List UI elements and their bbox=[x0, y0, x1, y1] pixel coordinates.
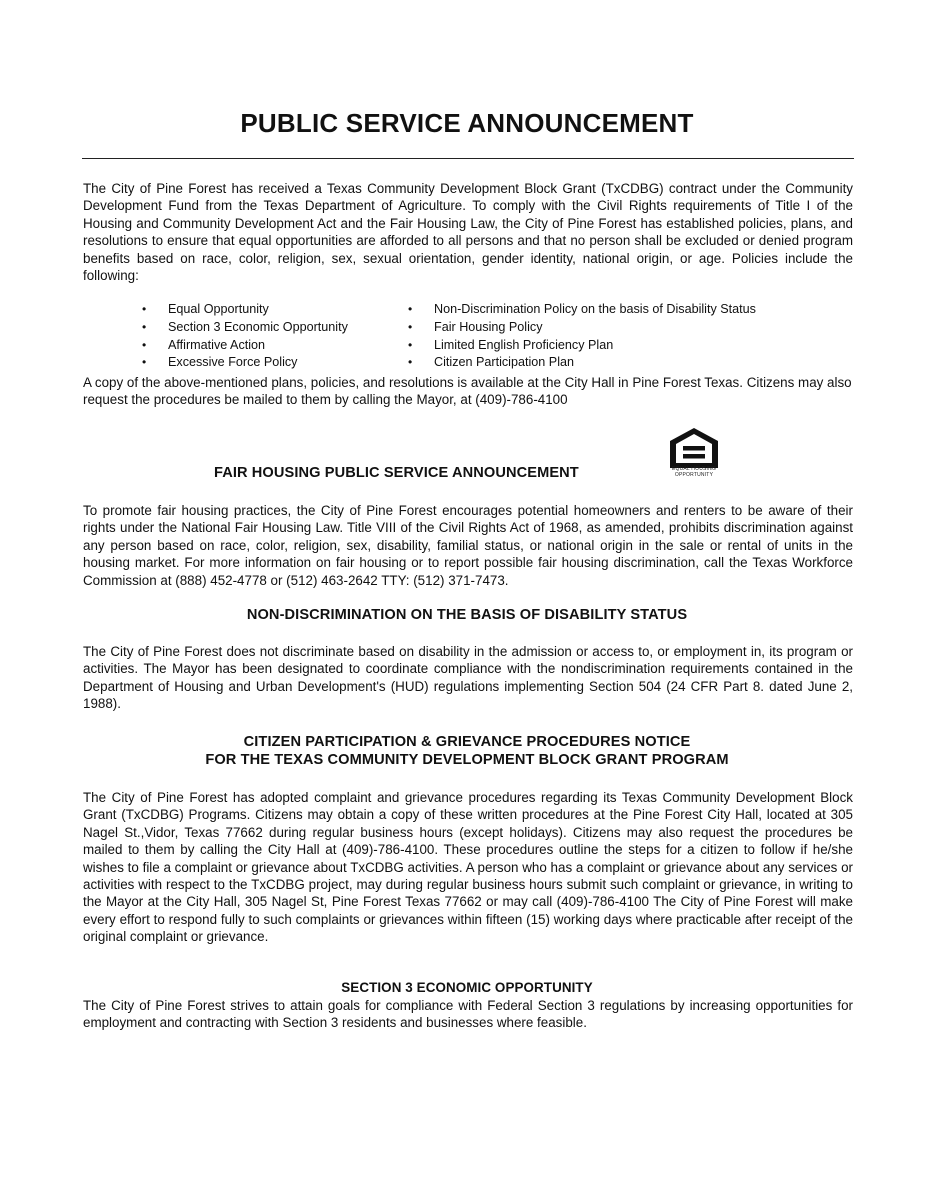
title-divider bbox=[82, 158, 854, 159]
section3-heading: SECTION 3 ECONOMIC OPPORTUNITY bbox=[341, 980, 593, 995]
non-discrimination-paragraph: The City of Pine Forest does not discriminate based on disability in the admission or access to, or employment in, its program or activities. The Mayor has been designated to coordinate compliance with the nondiscrimination requirements contained in the Department of Housing and Urban Development's (HUD) regulations implementing Section 504 (24 CFR Part 8. dated June 2, 1988). bbox=[83, 644, 853, 712]
policy-list-right bbox=[406, 301, 846, 372]
list-item: • Section 3 Economic Opportunity bbox=[140, 319, 400, 337]
list-item: • Excessive Force Policy bbox=[140, 354, 400, 372]
citizen-participation-heading: CITIZEN PARTICIPATION & GRIEVANCE PROCEDURES NOTICE bbox=[243, 734, 691, 750]
policy-list-left bbox=[140, 301, 400, 372]
fair-housing-paragraph: To promote fair housing practices, the City of Pine Forest encourages potential homeowners and renters to be aware of their rights under the National Fair Housing Law. Title VIII of the Civil Rights Act of 1968, as amended, prohibits discrimination against any person based on race, color, religion, sex, disability, familial status, or national origin in the sale or rental of units in the housing market. For more information on fair housing or to report possible fair housing discrimination, call the Texas Workforce Commission at (888) 452-4778 or (512) 463-2642 TTY: (512) 371-7473. bbox=[83, 503, 853, 588]
non-discrimination-heading: NON-DISCRIMINATION ON THE BASIS OF DISABILITY STATUS bbox=[246, 607, 688, 623]
logo-caption: EQUAL HOUSING OPPORTUNITY bbox=[671, 466, 717, 478]
fair-housing-heading: FAIR HOUSING PUBLIC SERVICE ANNOUNCEMENT bbox=[214, 465, 579, 481]
copy-notice: A copy of the above-mentioned plans, policies, and resolutions is available at the City Hall in Pine Forest Texas. Citizens may also request the procedures be mailed to them by calling the Mayor, at (409)-786-4100 bbox=[83, 375, 852, 408]
page-title: PUBLIC SERVICE ANNOUNCEMENT bbox=[240, 108, 694, 138]
intro-paragraph: The City of Pine Forest has received a Texas Community Development Block Grant (TxCDBG) contract under the Community Development Fund from the Texas Department of Agriculture. To comply with the Civil Rights requirements of Title I of the Housing and Community Development Act and the Fair Housing Law, the City of Pine Forest has established policies, plans, and resolutions to ensure that equal opportunities are afforded to all persons and that no person shall be excluded or denied program benefits based on race, color, religion, sex, sexual orientation, gender identity, national origin, or age. Policies include the following: bbox=[83, 181, 853, 284]
list-item: • Fair Housing Policy bbox=[406, 319, 846, 337]
list-item: • Citizen Participation Plan bbox=[406, 354, 846, 372]
citizen-participation-subheading: FOR THE TEXAS COMMUNITY DEVELOPMENT BLOCK GRANT PROGRAM bbox=[205, 752, 729, 768]
section3-paragraph: The City of Pine Forest strives to attain goals for compliance with Federal Section 3 regulations by increasing opportunities for employment and contracting with Section 3 residents and businesses where feasible. bbox=[83, 998, 853, 1031]
list-item: • Non-Discrimination Policy on the basis of Disability Status bbox=[406, 301, 846, 319]
list-item: • Equal Opportunity bbox=[140, 301, 400, 319]
list-item: • Affirmative Action bbox=[140, 337, 400, 355]
grievance-paragraph: The City of Pine Forest has adopted complaint and grievance procedures regarding its Texas Community Development Block Grant (TxCDBG) Programs. Citizens may obtain a copy of these written procedures at the Pine Forest City Hall, located at 305 Nagel St.,Vidor, Texas 77662 during regular business hours (except holidays). Citizens may also request the procedures be mailed to them by calling the City Hall at (409)-786-4100. These procedures outline the steps for a citizen to follow if he/she wishes to file a complaint or grievance about TxCDBG activities. A person who has a complaint or grievance about any services or activities with respect to the TxCDBG project, may during regular business hours submit such complaint or grievance, in writing to the Mayor at the City Hall, 305 Nagel St, Pine Forest Texas 77662 or may call (409)-786-4100 The City of Pine Forest will make every effort to respond fully to such complaints or grievances within fifteen (15) working days where practicable after receipt of the original complaint or grievance. bbox=[83, 790, 853, 945]
list-item: • Limited English Proficiency Plan bbox=[406, 337, 846, 355]
